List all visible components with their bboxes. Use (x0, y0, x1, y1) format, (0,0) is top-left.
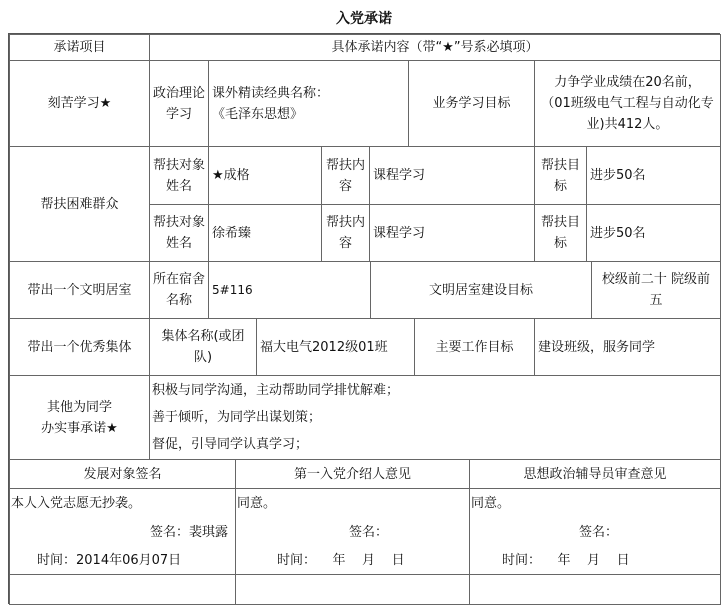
help-goal-label-line1: 帮扶目 (540, 215, 580, 230)
dorm-goal (591, 261, 721, 319)
help-goal-label-line2: 标 (553, 178, 567, 194)
help-target-label-line1: 帮扶对象 (152, 215, 205, 230)
page-title: 入党承诺 (336, 11, 392, 27)
dorm-goal-line1: 校级前二十 院级前 (601, 272, 711, 287)
header-content: 具体承诺内容（带“★”号系必填项） (149, 34, 721, 61)
help-goal-label-line2: 标 (553, 236, 567, 251)
book-cell (208, 60, 409, 147)
sign-col3-header: 思想政治辅导员审查意见 (469, 459, 721, 489)
sign-col1 (9, 488, 236, 575)
sign-col2-statement: 同意。 (237, 496, 277, 511)
other-item: 积极与同学沟通，主动帮助同学排忧解难； (152, 383, 400, 398)
group-name: 福大电气2012级01班 (256, 318, 415, 376)
sign-col1-statement: 本人入党志愿无抄袭。 (11, 496, 142, 511)
study-goal-label: 业务学习目标 (408, 60, 535, 147)
other-label (9, 375, 150, 460)
sign-col2-time: 时间： 年 月 日 (277, 553, 405, 568)
help-goal: 进步50名 (586, 204, 721, 262)
help-target-name: 徐希臻 (208, 204, 322, 262)
other-label-line1: 其他为同学 (46, 399, 112, 415)
sign-col1-signature (150, 522, 228, 543)
commitment-table (8, 33, 720, 604)
other-item: 善于倾听，为同学出谋划策； (152, 410, 322, 425)
group-name-label-line1: 集体名称(或团 (161, 329, 245, 344)
sign-col3-statement: 同意。 (471, 496, 511, 511)
sign-col3 (469, 488, 721, 575)
sign-col1-time: 时间：2014年06月07日 (37, 553, 182, 568)
theory-label (149, 60, 209, 147)
sign-col1-blank (9, 574, 236, 605)
group-goal-label: 主要工作目标 (414, 318, 535, 376)
theory-label-line2: 学习 (165, 106, 192, 122)
dorm-goal-label: 文明居室建设目标 (370, 261, 592, 319)
help-target-label-line2: 姓名 (165, 236, 192, 251)
help-content-label-line1: 帮扶内 (325, 157, 365, 173)
help-content-label-line2: 容 (338, 236, 352, 251)
help-content-label (321, 146, 370, 205)
help-label: 帮扶困难群众 (9, 146, 150, 262)
group-label: 带出一个优秀集体 (9, 318, 150, 376)
dorm-room-label-line2: 名称 (165, 293, 192, 308)
other-label-line2: 办实事承诺★ (41, 420, 118, 436)
book-name: 《毛泽东思想》 (212, 106, 304, 122)
group-name-label-line2: 队) (193, 350, 213, 365)
help-goal: 进步50名 (586, 146, 721, 205)
help-target-label-line2: 姓名 (165, 178, 192, 194)
dorm-label: 带出一个文明居室 (9, 261, 150, 319)
study-goal-line1: 力争学业成绩在20名前， (554, 75, 701, 90)
study-goal (534, 60, 721, 147)
dorm-goal-line2: 五 (649, 293, 663, 308)
other-items (149, 375, 721, 460)
help-goal-label-line1: 帮扶目 (540, 157, 580, 173)
sign-col3-blank (469, 574, 721, 605)
help-content: 课程学习 (369, 204, 535, 262)
study-goal-line3: 业)共412人。 (586, 117, 669, 132)
sign-col2 (235, 488, 470, 575)
sign-col1-header: 发展对象签名 (9, 459, 236, 489)
sign-col2-sign-label: 签名： (349, 525, 389, 540)
help-content-label-line2: 容 (338, 178, 352, 194)
help-content-label (321, 204, 370, 262)
help-content-label-line1: 帮扶内 (325, 215, 365, 230)
other-item: 督促，引导同学认真学习； (152, 437, 309, 452)
help-target-label (149, 146, 209, 205)
group-name-label (149, 318, 257, 376)
group-goal: 建设班级，服务同学 (534, 318, 721, 376)
book-label: 课外精读经典名称： (212, 85, 330, 101)
sign-col2-header: 第一入党介绍人意见 (235, 459, 470, 489)
help-target-label-line1: 帮扶对象 (152, 157, 205, 173)
dorm-room-label-line1: 所在宿舍 (152, 272, 205, 287)
help-target-label (149, 204, 209, 262)
study-goal-line2: （01班级电气工程与自动化专 (541, 96, 714, 111)
dorm-room-label (149, 261, 209, 319)
theory-label-line1: 政治理论 (152, 85, 205, 101)
sign-col3-sign-label: 签名： (579, 525, 619, 540)
help-target-name: ★成格 (208, 146, 322, 205)
help-content: 课程学习 (369, 146, 535, 205)
sign-col2-blank (235, 574, 470, 605)
sign-col1-sign-label: 签名： (150, 525, 190, 540)
study-label: 刻苦学习★ (9, 60, 150, 147)
header-item: 承诺项目 (9, 34, 150, 61)
dorm-room: 5#116 (208, 261, 371, 319)
help-goal-label (534, 146, 587, 205)
sign-col3-time: 时间： 年 月 日 (502, 553, 630, 568)
sign-col1-sign-name: 裴琪露 (189, 525, 229, 540)
help-goal-label (534, 204, 587, 262)
